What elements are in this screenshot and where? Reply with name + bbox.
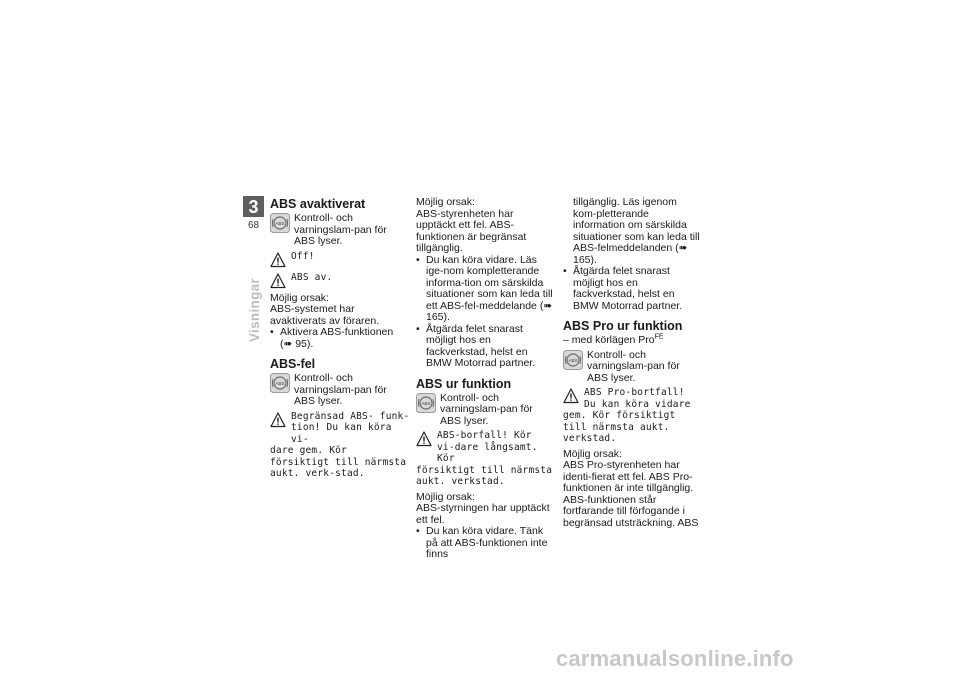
list-item: • Åtgärda felet snarast möjligt hos en fackverkstad, helst en BMW Motorrad partner. bbox=[416, 324, 554, 370]
display-text: ABS Pro-bortfall! Du kan köra vidare bbox=[584, 387, 691, 410]
display-text: dare gem. Kör försiktigt till närmsta aukt. verk-stad. bbox=[270, 445, 407, 479]
svg-text:ABS: ABS bbox=[568, 357, 578, 363]
warning-triangle-icon bbox=[563, 388, 579, 404]
watermark: carmanualsonline.info bbox=[556, 646, 794, 671]
subtitle-text: – med körlägen Pro bbox=[563, 334, 655, 346]
chapter-number: 3 bbox=[243, 196, 264, 217]
lamp-text: Kontroll- och varningslam-pan för ABS lyser. bbox=[294, 372, 387, 407]
warning-triangle-icon bbox=[270, 273, 286, 289]
display-message bbox=[416, 430, 554, 488]
warning-triangle-icon bbox=[416, 431, 432, 447]
display-text: gem. Kör försiktigt till närmsta aukt. verkstad. bbox=[563, 410, 676, 444]
heading-abs-ur-funktion: ABS ur funktion bbox=[416, 376, 512, 391]
cause-label: Möjlig orsak: bbox=[416, 196, 475, 208]
warning-triangle-icon bbox=[270, 412, 286, 428]
svg-text:ABS: ABS bbox=[275, 381, 285, 386]
lamp-text: Kontroll- och varningslam-pan för ABS lyser. bbox=[440, 391, 533, 427]
heading-abs-avaktiverat: ABS avaktiverat bbox=[270, 197, 366, 211]
page-reference: (➠ 95). bbox=[280, 337, 314, 350]
cause-label: Möjlig orsak: bbox=[416, 490, 475, 503]
subtitle bbox=[563, 335, 701, 347]
column-3 bbox=[563, 197, 701, 529]
list-item: • Åtgärda felet snarast möjligt hos en fackverkstad, helst en BMW Motorrad partner. bbox=[563, 266, 701, 312]
side-label: Visningar bbox=[247, 278, 262, 342]
list-item: • Du kan köra vidare. Tänk på att ABS-funktionen inte finns bbox=[416, 526, 554, 561]
abs-warning-lamp-icon bbox=[270, 213, 290, 233]
abs-warning-lamp-icon bbox=[563, 350, 583, 370]
display-text: Off! bbox=[291, 250, 315, 262]
display-text: Begränsad ABS- funk-tion! Du kan köra vi- bbox=[291, 410, 410, 445]
lamp-text: Kontroll- och varningslam-pan för ABS lyser. bbox=[587, 348, 680, 384]
lamp-note bbox=[416, 393, 554, 428]
cause-text: ABS-styrningen har upptäckt ett fel. bbox=[416, 502, 550, 526]
list-item: • Du kan köra vidare. Läs ige-nom kompletterande informa-tion om särskilda situationer som kan leda till ett ABS-fel-meddelande (➠ 165). bbox=[416, 255, 554, 324]
svg-text:ABS: ABS bbox=[275, 221, 285, 226]
cause-text: ABS-styrenheten har upptäckt ett fel. ABS-funktionen är begränsat tillgänglig. bbox=[416, 207, 527, 254]
cause-label: Möjlig orsak: bbox=[563, 447, 622, 460]
column-2 bbox=[416, 197, 554, 561]
abs-warning-lamp-icon bbox=[416, 393, 436, 413]
column-1 bbox=[270, 197, 410, 484]
page-number: 68 bbox=[247, 220, 260, 231]
list-item: • Aktivera ABS-funktionen bbox=[270, 327, 410, 339]
lamp-text: Kontroll- och varningslam-pan för ABS lyser. bbox=[294, 212, 387, 247]
display-message bbox=[563, 387, 701, 445]
display-text: ABS-borfall! Kör vi-dare långsamt. Kör bbox=[437, 430, 538, 464]
display-message bbox=[270, 411, 410, 480]
cause-text: ABS-systemet har avaktiverats av föraren. bbox=[270, 303, 380, 327]
warning-triangle-icon bbox=[270, 252, 286, 268]
display-text: ABS av. bbox=[291, 271, 333, 283]
display-message bbox=[270, 251, 410, 268]
cause-label: Möjlig orsak: bbox=[270, 291, 329, 304]
lamp-note bbox=[563, 350, 701, 385]
heading-abs-fel: ABS-fel bbox=[270, 357, 316, 371]
cause-text: ABS Pro-styrenheten har identi-fierat ett fel. ABS Pro-funktionen är inte tillgänglig. ABS-funktionen står fortfarande till förfogande i begränsad utsträckning. ABS bbox=[563, 459, 699, 529]
subtitle-sup: FE bbox=[654, 333, 664, 341]
svg-text:ABS: ABS bbox=[421, 400, 431, 406]
display-text: försiktigt till närmsta aukt. verkstad. bbox=[416, 464, 553, 487]
heading-abs-pro-ur-funktion: ABS Pro ur funktion bbox=[563, 319, 683, 333]
chapter-tab bbox=[243, 196, 264, 245]
list-item-continued: tillgänglig. Läs igenom kom-pletterande information om särskilda situationer som kan leda till ABS-felmeddelanden (➠ 165). bbox=[573, 196, 700, 266]
lamp-note bbox=[270, 373, 410, 408]
display-message bbox=[270, 272, 410, 289]
abs-warning-lamp-icon bbox=[270, 373, 290, 393]
lamp-note bbox=[270, 213, 410, 248]
